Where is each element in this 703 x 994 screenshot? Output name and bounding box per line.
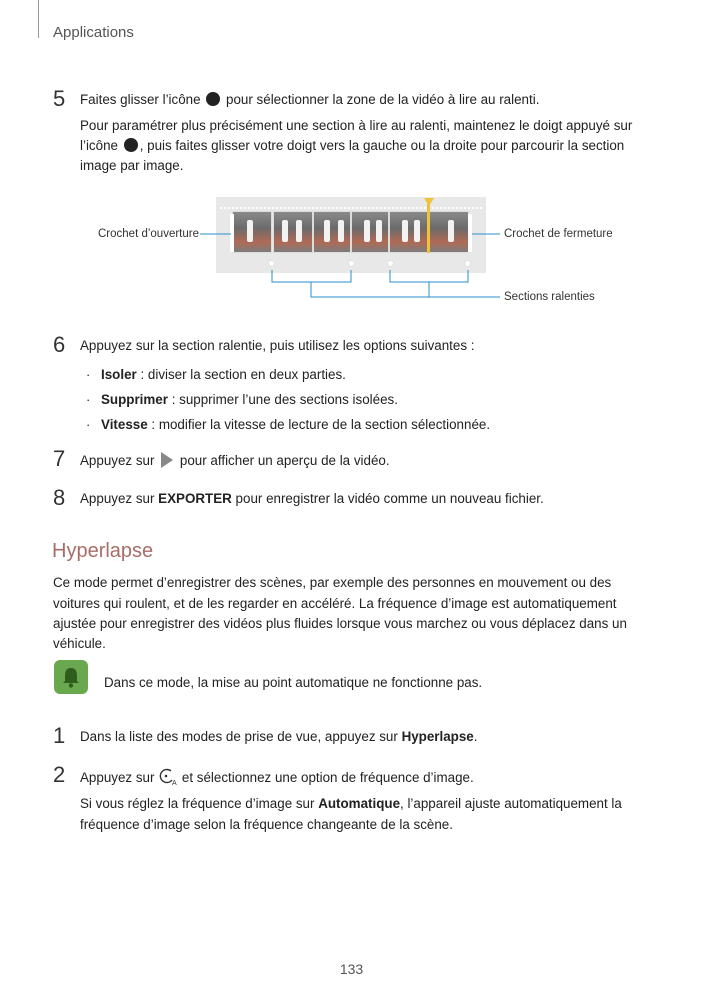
hyperlapse-para-line-1: Ce mode permet d’enregistrer des scènes, par exemple des personnes en mouvement ou des — [53, 575, 612, 590]
play-icon — [161, 452, 173, 468]
step-5-para-line-1: Pour paramétrer plus précisément une section à lire au ralenti, maintenez le doigt appuyé sur — [80, 118, 633, 133]
step-5-text-a: Faites glisser l’icône — [80, 92, 201, 107]
option-desc: : modifier la vitesse de lecture de la section sélectionnée. — [147, 417, 491, 432]
hyperlapse-para-line-4: véhicule. — [53, 636, 106, 651]
step-5-para-2b: , puis faites glisser votre doigt vers la gauche ou la droite pour parcourir la section — [139, 138, 625, 153]
option-name: Vitesse — [101, 417, 148, 432]
option-desc: : supprimer l’une des sections isolées. — [167, 392, 398, 407]
bullet-dot: · — [86, 417, 91, 432]
step-2-p1b: , l’appareil ajuste automatiquement la — [400, 796, 622, 811]
step-number-6: 6 — [53, 332, 66, 357]
step-1-text — [80, 729, 478, 744]
step-2-text-a: Appuyez sur — [80, 770, 155, 785]
bullet-dot: · — [86, 392, 91, 407]
step-5-para-line-3: image par image. — [80, 158, 184, 173]
label-closing-bracket: Crochet de fermeture — [504, 228, 613, 240]
frame-rate-icon — [158, 768, 178, 789]
option-name: Isoler — [101, 367, 137, 382]
page-number: 133 — [339, 961, 364, 977]
svg-text:A: A — [172, 780, 177, 786]
step-2-p1a: Si vous réglez la fréquence d’image sur — [80, 796, 319, 811]
note-bell-icon — [54, 660, 88, 694]
step-7-text — [80, 452, 390, 468]
step-5-text-b: pour sélectionner la zone de la vidéo à lire au ralenti. — [226, 92, 540, 107]
option-supprimer — [101, 392, 398, 407]
step-8-text-a: Appuyez sur — [80, 491, 159, 506]
step-2-para-line-2: fréquence d’image selon la fréquence changeante de la scène. — [80, 817, 453, 832]
option-vitesse — [101, 417, 490, 432]
automatique-label: Automatique — [318, 796, 401, 811]
option-desc: : diviser la section en deux parties. — [136, 367, 346, 382]
step-2-text — [80, 768, 474, 789]
step-7-text-b: pour afficher un aperçu de la vidéo. — [179, 453, 390, 468]
step-number-1: 1 — [53, 723, 66, 748]
step-number-7: 7 — [53, 446, 66, 471]
step-number-2: 2 — [53, 762, 66, 787]
hyperlapse-label: Hyperlapse — [401, 729, 474, 744]
export-label: EXPORTER — [158, 491, 232, 506]
step-7-text-a: Appuyez sur — [80, 453, 155, 468]
step-8-text — [80, 491, 544, 506]
step-number-5: 5 — [53, 86, 66, 111]
step-6-text: Appuyez sur la section ralentie, puis utilisez les options suivantes : — [80, 338, 475, 353]
option-isoler — [101, 367, 346, 382]
step-5-para-2a: l’icône — [80, 138, 118, 153]
section-heading-hyperlapse: Hyperlapse — [52, 540, 154, 562]
step-1-text-b: . — [473, 729, 478, 744]
step-2-para-line-1 — [80, 796, 622, 811]
hyperlapse-para-line-3: ajustée pour enregistrer des vidéos plus fluides lorsque vous marchez ou vous déplacez dans un — [53, 616, 627, 631]
option-name: Supprimer — [101, 392, 168, 407]
step-1-text-a: Dans la liste des modes de prise de vue, appuyez sur — [80, 729, 402, 744]
hyperlapse-para-line-2: voitures qui roulent, et de les regarder en accéléré. La fréquence d’image est automatiquement — [53, 596, 617, 611]
label-opening-bracket: Crochet d’ouverture — [98, 228, 199, 240]
section-header: Applications — [53, 24, 134, 41]
step-8-text-b: pour enregistrer la vidéo comme un nouveau fichier. — [231, 491, 544, 506]
step-2-text-b: et sélectionnez une option de fréquence d’image. — [181, 770, 474, 785]
figure-callout-lines — [0, 0, 703, 320]
note-text: Dans ce mode, la mise au point automatique ne fonctionne pas. — [104, 675, 483, 690]
label-slow-sections: Sections ralenties — [504, 291, 595, 303]
bullet-dot: · — [86, 367, 91, 382]
step-number-8: 8 — [53, 485, 66, 510]
